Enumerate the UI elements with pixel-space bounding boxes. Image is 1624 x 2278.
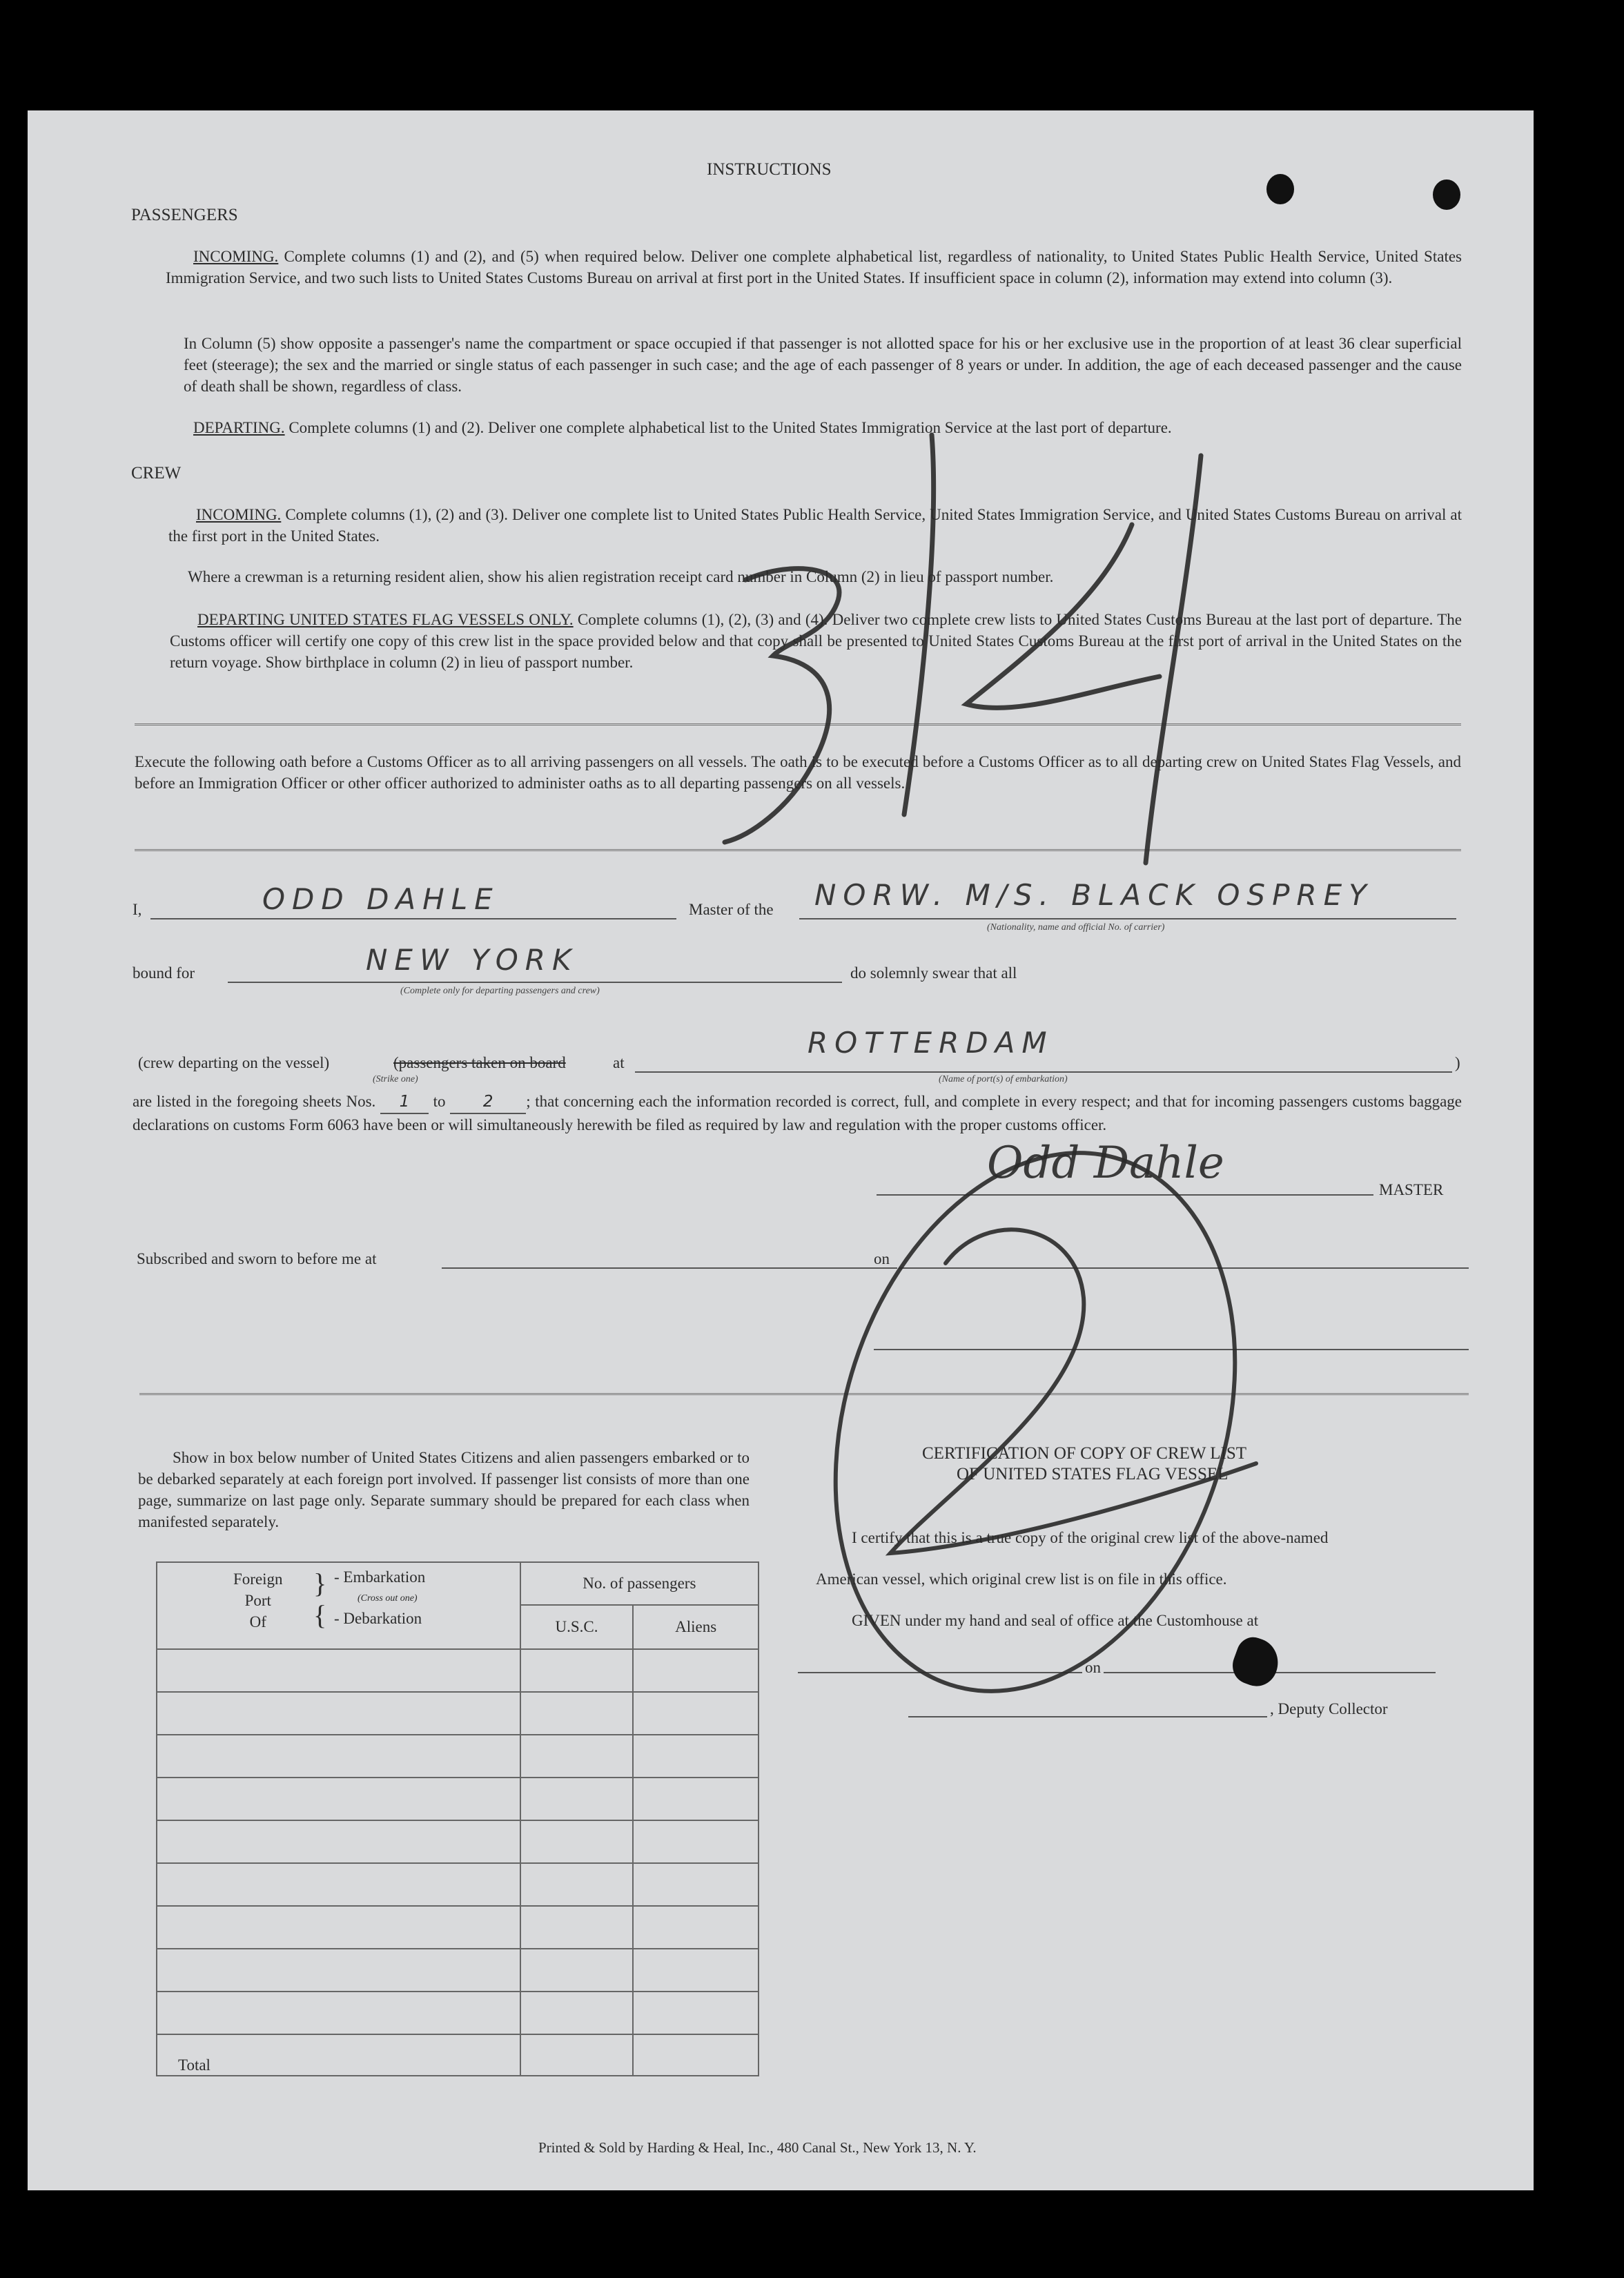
of-label: Of	[249, 1613, 266, 1630]
no-of-passengers-header: No. of passengers	[520, 1562, 759, 1605]
pencil-marks-layer	[28, 110, 1534, 2190]
crew-departing-label: (crew departing on the vessel)	[138, 1054, 330, 1071]
port-caption: (Name of port(s) of embarkation)	[939, 1074, 1068, 1084]
passengers-heading: PASSENGERS	[131, 206, 238, 224]
sheet-to: 2	[450, 1091, 526, 1114]
vessel-handwritten: NORW. M/S. BLACK OSPREY	[814, 878, 1373, 912]
crew-flag-label: DEPARTING UNITED STATES FLAG VESSELS ONLY.	[197, 611, 574, 628]
debarkation-label: - Debarkation	[334, 1610, 422, 1627]
destination-caption: (Complete only for departing passengers and crew)	[400, 986, 600, 996]
oath-intro: Execute the following oath before a Customs Officer as to all arriving passengers on all vessels. The oath is to be executed before a Customs Officer as to all departing crew on United States Flag Vessels, and before an Immigration Officer or other officer authorized to administer oaths as to all departing passengers on all vessels.	[135, 753, 1461, 792]
usc-header: U.S.C.	[520, 1605, 634, 1649]
subscribed-on-label: on	[874, 1250, 890, 1267]
certify-text: I certify that this is a true copy of the original crew list of the above-named	[852, 1529, 1329, 1546]
crew-incoming-label: INCOMING.	[196, 506, 282, 523]
passengers-incoming-text: Complete columns (1) and (2), and (5) when required below. Deliver one complete alphabetical list, regardless of nationality, to United States Public Health Service, United States Immigration Service, and two such lists to United States Customs Bureau on arrival at first port in the United States. If insufficient space in column (2), information may extend into column (3).	[166, 248, 1462, 286]
destination-handwritten: NEW YORK	[366, 943, 578, 977]
deputy-collector-label: , Deputy Collector	[1270, 1700, 1388, 1717]
crew-flag-text: Complete columns (1), (2), (3) and (4). Deliver two complete crew lists to United States Customs Bureau at the last port of departure. The Customs officer will certify one copy of this crew list in the space provided below and that copy shall be presented to United States Customs Bureau at the first port of arrival in the United States on the return voyage. Show birthplace in column (2) in lieu of passport number.	[170, 611, 1462, 671]
aliens-header: Aliens	[633, 1605, 759, 1649]
subscribed-text: Subscribed and sworn to before me at	[137, 1250, 377, 1267]
listed-text: are listed in the foregoing sheets Nos.	[133, 1093, 376, 1110]
bound-for-label: bound for	[133, 964, 195, 982]
pencil-number-marking	[725, 435, 1201, 863]
port-close-paren: )	[1455, 1054, 1460, 1071]
master-label: MASTER	[1379, 1181, 1444, 1198]
brace-bottom: {	[313, 1599, 327, 1630]
port-label: Port	[244, 1592, 271, 1609]
master-name-handwritten: ODD DAHLE	[262, 882, 500, 916]
total-label: Total	[157, 2034, 520, 2076]
form-sheet	[28, 110, 1534, 2190]
embarkation-label: - Embarkation	[334, 1568, 426, 1586]
given-text: GIVEN under my hand and seal of office at the Customhouse at	[852, 1612, 1259, 1629]
master-signature: Odd Dahle	[987, 1138, 1224, 1189]
port-handwritten: ROTTERDAM	[808, 1026, 1054, 1060]
certification-title-2: OF UNITED STATES FLAG VESSEL	[957, 1465, 1229, 1483]
passengers-struck-label: (passengers taken on board	[393, 1054, 566, 1071]
certification-on-label: on	[1082, 1657, 1104, 1678]
column5-instructions: In Column (5) show opposite a passenger's name the compartment or space occupied if that passenger is not allotted space for his or her exclusive use in the proportion of at least 36 clear superficial feet (steerage); the sex and the married or single status of each passenger in such case; and the age of each passenger of 8 years or under. In addition, the age of each deceased passenger and the cause of death shall be shown, regardless of class.	[184, 335, 1462, 395]
cross-out-caption: (Cross out one)	[358, 1593, 418, 1604]
circled-number-marking	[770, 1101, 1301, 1744]
crew-heading: CREW	[131, 464, 182, 483]
footer-printer: Printed & Sold by Harding & Heal, Inc., 480 Canal St., New York 13, N. Y.	[538, 2139, 977, 2156]
brace-top: }	[313, 1568, 327, 1599]
strike-caption: (Strike one)	[373, 1074, 418, 1084]
oath-i-label: I,	[133, 901, 142, 918]
passengers-departing-text: Complete columns (1) and (2). Deliver one complete alphabetical list to the United States Immigration Service at the last port of departure.	[288, 419, 1172, 436]
crew-incoming-text: Complete columns (1), (2) and (3). Deliver one complete list to United States Public Health Service, United States Immigration Service, and United States Customs Bureau on arrival at the first port in the United States.	[168, 506, 1462, 545]
american-vessel-text: American vessel, which original crew list is on file in this office.	[816, 1570, 1227, 1588]
at-label: at	[613, 1054, 625, 1071]
passengers-departing-label: DEPARTING.	[193, 419, 285, 436]
foreign-label: Foreign	[233, 1570, 283, 1588]
crew-resident-instructions: Where a crewman is a returning resident alien, show his alien registration receipt card number in Column (2) in lieu of passport number.	[188, 568, 1054, 585]
master-of-label: Master of the	[689, 901, 774, 918]
passengers-incoming-label: INCOMING.	[193, 248, 279, 265]
swear-text: do solemnly swear that all	[850, 964, 1017, 982]
concerning-text: ; that concerning each the information recorded is correct, full, and complete in every respect; and that for incoming passengers customs baggage declarations on customs Form 6063 have been or will simultaneously herewith be filed as required by law and regulation with the proper customs officer.	[133, 1093, 1462, 1133]
sheet-from: 1	[380, 1091, 429, 1114]
certification-title-1: CERTIFICATION OF COPY OF CREW LIST	[922, 1444, 1247, 1463]
instructions-title: INSTRUCTIONS	[707, 160, 832, 179]
summary-instruction: Show in box below number of United States Citizens and alien passengers embarked or to be debarked separately at each foreign port involved. If passenger list consists of more than one page, summarize on last page only. Separate summary should be prepared for each class when manifested separately.	[138, 1449, 750, 1530]
to-label: to	[433, 1093, 446, 1110]
vessel-caption: (Nationality, name and official No. of carrier)	[987, 922, 1165, 933]
